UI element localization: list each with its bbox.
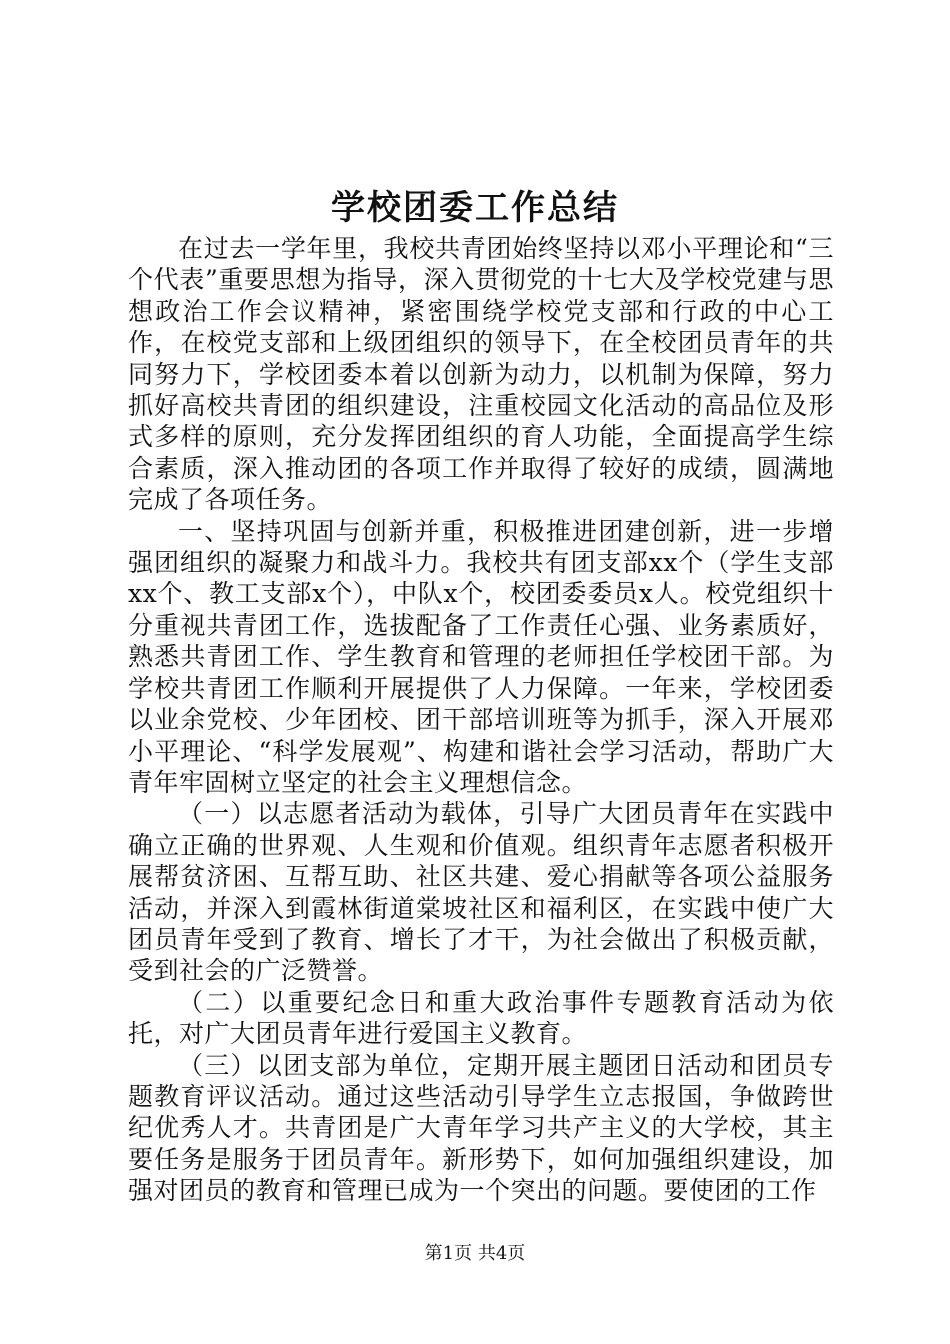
page-number-footer: 第1页 共4页	[424, 1243, 526, 1264]
document-body	[128, 233, 834, 1207]
paragraph-subsection-2: （二）以重要纪念日和重大政治事件专题教育活动为依托，对广大团员青年进行爱国主义教育。	[128, 987, 834, 1049]
paragraph-subsection-3: （三）以团支部为单位，定期开展主题团日活动和团员专题教育评议活动。通过这些活动引导学生立志报国，争做跨世纪优秀人才。共青团是广大青年学习共产主义的大学校，其主要任务是服务于团员青年。新形势下，如何加强组织建设，加强对团员的教育和管理已成为一个突出的问题。要使团的工作	[128, 1050, 834, 1206]
document-title: 学校团委工作总结	[331, 188, 619, 228]
paragraph-intro: 在过去一学年里，我校共青团始终坚持以邓小平理论和“三个代表”重要思想为指导，深入贯彻党的十七大及学校党建与思想政治工作会议精神，紧密围绕学校党支部和行政的中心工作，在校党支部和上级团组织的领导下，在全校团员青年的共同努力下，学校团委本着以创新为动力，以机制为保障，努力抓好高校共青团的组织建设，注重校园文化活动的高品位及形式多样的原则，充分发挥团组织的育人功能，全面提高学生综合素质，深入推动团的各项工作并取得了较好的成绩，圆满地完成了各项任务。	[128, 234, 834, 515]
paragraph-section-1: 一、坚持巩固与创新并重，积极推进团建创新，进一步增强团组织的凝聚力和战斗力。我校共有团支部xx个（学生支部xx个、教工支部x个），中队x个，校团委委员x人。校党组织十分重视共青团工作，选拔配备了工作责任心强、业务素质好，熟悉共青团工作、学生教育和管理的老师担任学校团干部。为学校共青团工作顺利开展提供了人力保障。一年来，学校团委以业余党校、少年团校、团干部培训班等为抓手，深入开展邓小平理论、“科学发展观”、构建和谐社会学习活动，帮助广大青年牢固树立坚定的社会主义理想信念。	[128, 516, 834, 797]
paragraph-subsection-1: （一）以志愿者活动为载体，引导广大团员青年在实践中确立正确的世界观、人生观和价值观。组织青年志愿者积极开展帮贫济困、互帮互助、社区共建、爱心捐献等各项公益服务活动，并深入到霞林街道棠坡社区和福利区，在实践中使广大团员青年受到了教育、增长了才干，为社会做出了积极贡献，受到社会的广泛赞誉。	[128, 799, 834, 986]
